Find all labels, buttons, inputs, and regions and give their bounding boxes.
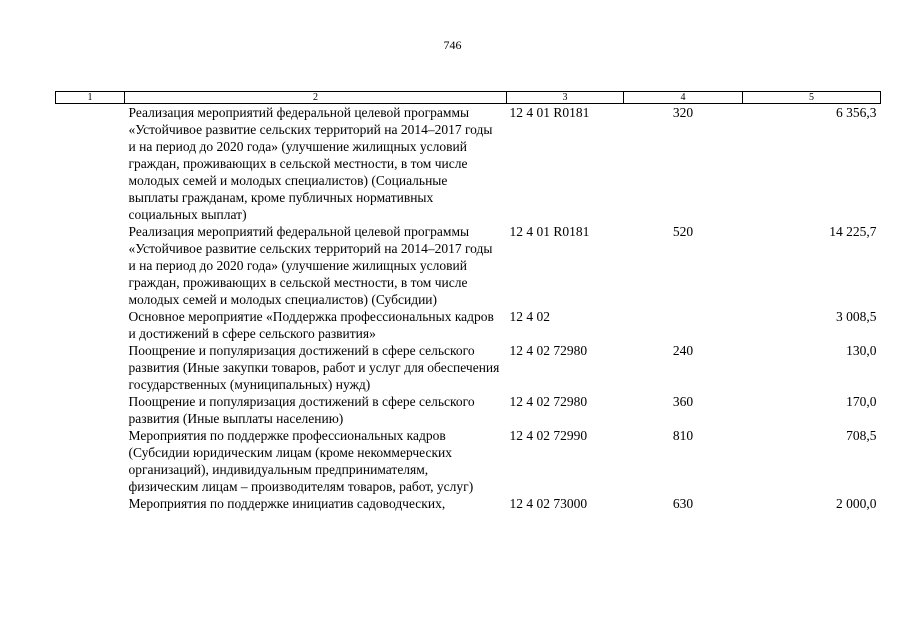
page-number: 746 bbox=[443, 38, 462, 52]
table-row bbox=[56, 342, 881, 393]
amount: 130,0 bbox=[846, 343, 877, 358]
item-name: Реализация мероприятий федеральной целевой программы «Устойчивое развитие сельских территорий на 2014–2017 годы и на период до 2020 года» (улучшение жилищных условий граждан, проживающих в сельской местности, в том числе молодых семей и молодых специалистов) (Социальные выплаты гражданам, кроме публичных нормативных социальных выплат) bbox=[128, 105, 493, 222]
column-header-1: 1 bbox=[56, 92, 125, 104]
table-row bbox=[56, 223, 881, 308]
table-row bbox=[56, 495, 881, 512]
item-name: Мероприятия по поддержке профессиональных кадров (Субсидии юридическим лицам (кроме некоммерческих организаций), индивидуальным предпринимателям, физическим лицам – производителям товаров, работ, услуг) bbox=[128, 428, 474, 494]
item-name: Поощрение и популяризация достижений в сфере сельского развития (Иные закупки товаров, работ и услуг для обеспечения государственных (муниципальных) нужд) bbox=[128, 343, 500, 392]
amount: 170,0 bbox=[846, 394, 877, 409]
expense-type-code: 630 bbox=[672, 496, 694, 511]
row-index-cell bbox=[56, 342, 125, 393]
expense-type-code bbox=[624, 308, 743, 342]
table-row bbox=[56, 308, 881, 342]
column-header-3: 3 bbox=[507, 92, 624, 104]
table-row bbox=[56, 427, 881, 495]
item-name: Мероприятия по поддержке инициатив садоводческих, bbox=[128, 496, 446, 511]
row-index-cell bbox=[56, 104, 125, 224]
target-article-code: 12 4 01 R0181 bbox=[509, 224, 590, 239]
target-article-code: 12 4 02 72980 bbox=[509, 394, 588, 409]
column-header-2: 2 bbox=[125, 92, 507, 104]
row-index-cell bbox=[56, 495, 125, 512]
amount: 14 225,7 bbox=[829, 224, 877, 239]
row-index-cell bbox=[56, 427, 125, 495]
target-article-code: 12 4 02 bbox=[509, 309, 550, 324]
table-header bbox=[56, 92, 881, 104]
amount: 6 356,3 bbox=[836, 105, 877, 120]
row-index-cell bbox=[56, 308, 125, 342]
table-row bbox=[56, 104, 881, 224]
amount: 708,5 bbox=[846, 428, 877, 443]
expense-type-code: 240 bbox=[672, 343, 694, 358]
row-index-cell bbox=[56, 393, 125, 427]
target-article-code: 12 4 02 72990 bbox=[509, 428, 588, 443]
header-row bbox=[56, 92, 881, 104]
amount: 2 000,0 bbox=[836, 496, 877, 511]
row-index-cell bbox=[56, 223, 125, 308]
item-name: Основное мероприятие «Поддержка профессиональных кадров и достижений в сфере сельского развития» bbox=[128, 309, 494, 341]
amount: 3 008,5 bbox=[836, 309, 877, 324]
expense-type-code: 320 bbox=[672, 105, 694, 120]
expense-type-code: 520 bbox=[672, 224, 694, 239]
budget-table bbox=[55, 91, 881, 512]
target-article-code: 12 4 01 R0181 bbox=[509, 105, 590, 120]
table-body bbox=[56, 104, 881, 513]
item-name: Поощрение и популяризация достижений в сфере сельского развития (Иные выплаты населению) bbox=[128, 394, 475, 426]
target-article-code: 12 4 02 72980 bbox=[509, 343, 588, 358]
expense-type-code: 360 bbox=[672, 394, 694, 409]
expense-type-code: 810 bbox=[672, 428, 694, 443]
item-name: Реализация мероприятий федеральной целевой программы «Устойчивое развитие сельских территорий на 2014–2017 годы и на период до 2020 года» (улучшение жилищных условий граждан, проживающих в сельской местности, в том числе молодых семей и молодых специалистов) (Субсидии) bbox=[128, 224, 493, 307]
table-row bbox=[56, 393, 881, 427]
column-header-5: 5 bbox=[743, 92, 881, 104]
target-article-code: 12 4 02 73000 bbox=[509, 496, 588, 511]
column-header-4: 4 bbox=[624, 92, 743, 104]
